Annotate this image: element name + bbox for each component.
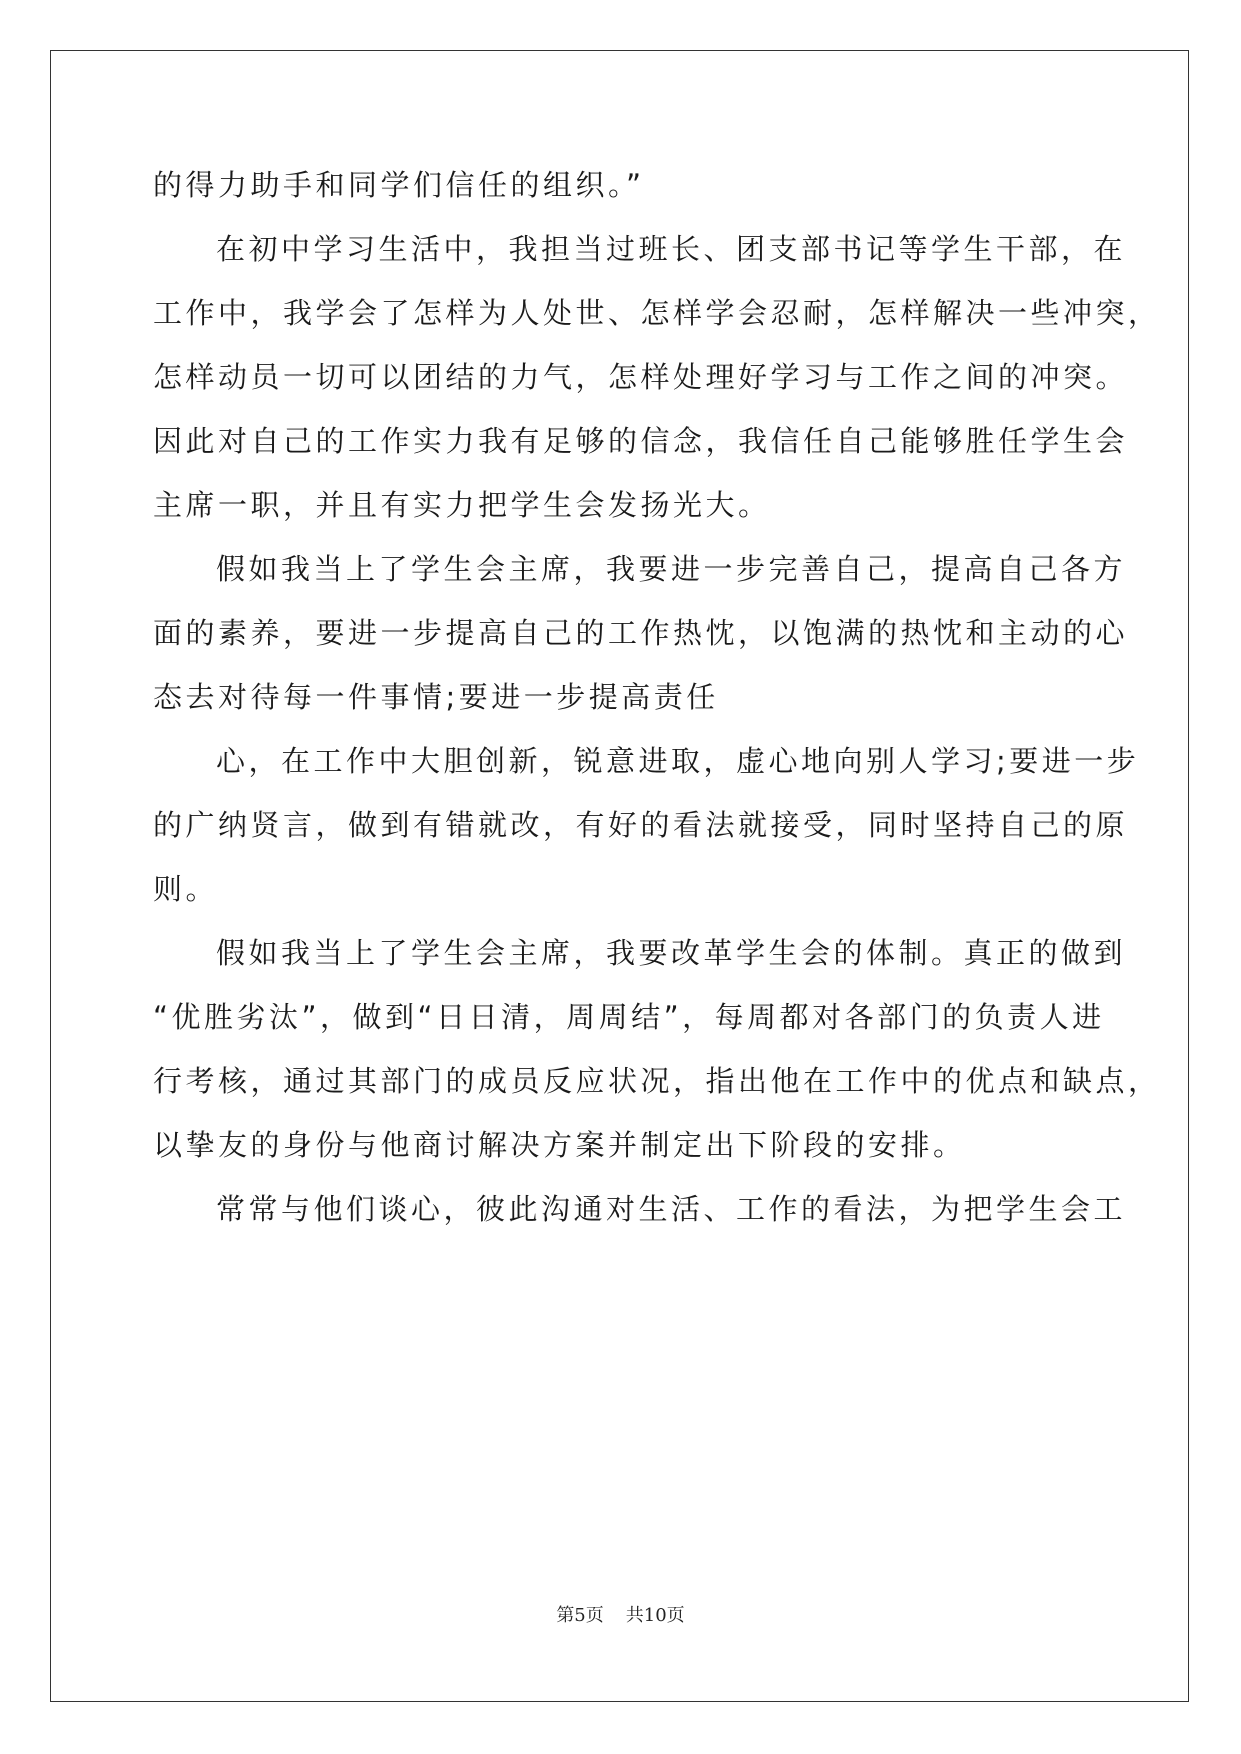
text-line-13: 假如我当上了学生会主席，我要改革学生会的体制。真正的做到 [216,936,1127,970]
text-line-7: 假如我当上了学生会主席，我要进一步完善自己，提高自己各方 [216,552,1127,586]
text-line-6: 主席一职，并且有实力把学生会发扬光大。 [153,488,771,522]
page-footer [0,1601,1241,1627]
page-number-current: 第5页 [556,1605,604,1626]
text-line-14: “优胜劣汰”，做到“日日清，周周结”，每周都对各部门的负责人进 [153,1000,1105,1034]
text-line-16: 以挚友的身份与他商讨解决方案并制定出下阶段的安排。 [153,1128,966,1162]
text-line-5: 因此对自己的工作实力我有足够的信念，我信任自己能够胜任学生会 [153,424,1129,458]
text-line-17: 常常与他们谈心，彼此沟通对生活、工作的看法，为把学生会工 [216,1192,1127,1226]
text-line-8: 面的素养，要进一步提高自己的工作热忱，以饱满的热忱和主动的心 [153,616,1129,650]
text-line-15: 行考核，通过其部门的成员反应状况，指出他在工作中的优点和缺点， [153,1064,1161,1098]
text-line-10: 心，在工作中大胆创新，锐意进取，虚心地向别人学习;要进一步 [216,744,1140,778]
page-number-total: 共10页 [625,1605,685,1626]
text-line-4: 怎样动员一切可以团结的力气，怎样处理好学习与工作之间的冲突。 [153,360,1129,394]
text-line-9: 态去对待每一件事情;要进一步提高责任 [153,680,719,714]
text-line-2: 在初中学习生活中，我担当过班长、团支部书记等学生干部，在 [216,232,1127,266]
text-line-1: 的得力助手和同学们信任的组织。” [153,168,645,202]
text-line-12: 则。 [153,872,219,906]
text-line-3: 工作中，我学会了怎样为人处世、怎样学会忍耐，怎样解决一些冲突， [153,296,1161,330]
text-line-11: 的广纳贤言，做到有错就改，有好的看法就接受，同时坚持自己的原 [153,808,1129,842]
document-body [153,153,1161,1241]
